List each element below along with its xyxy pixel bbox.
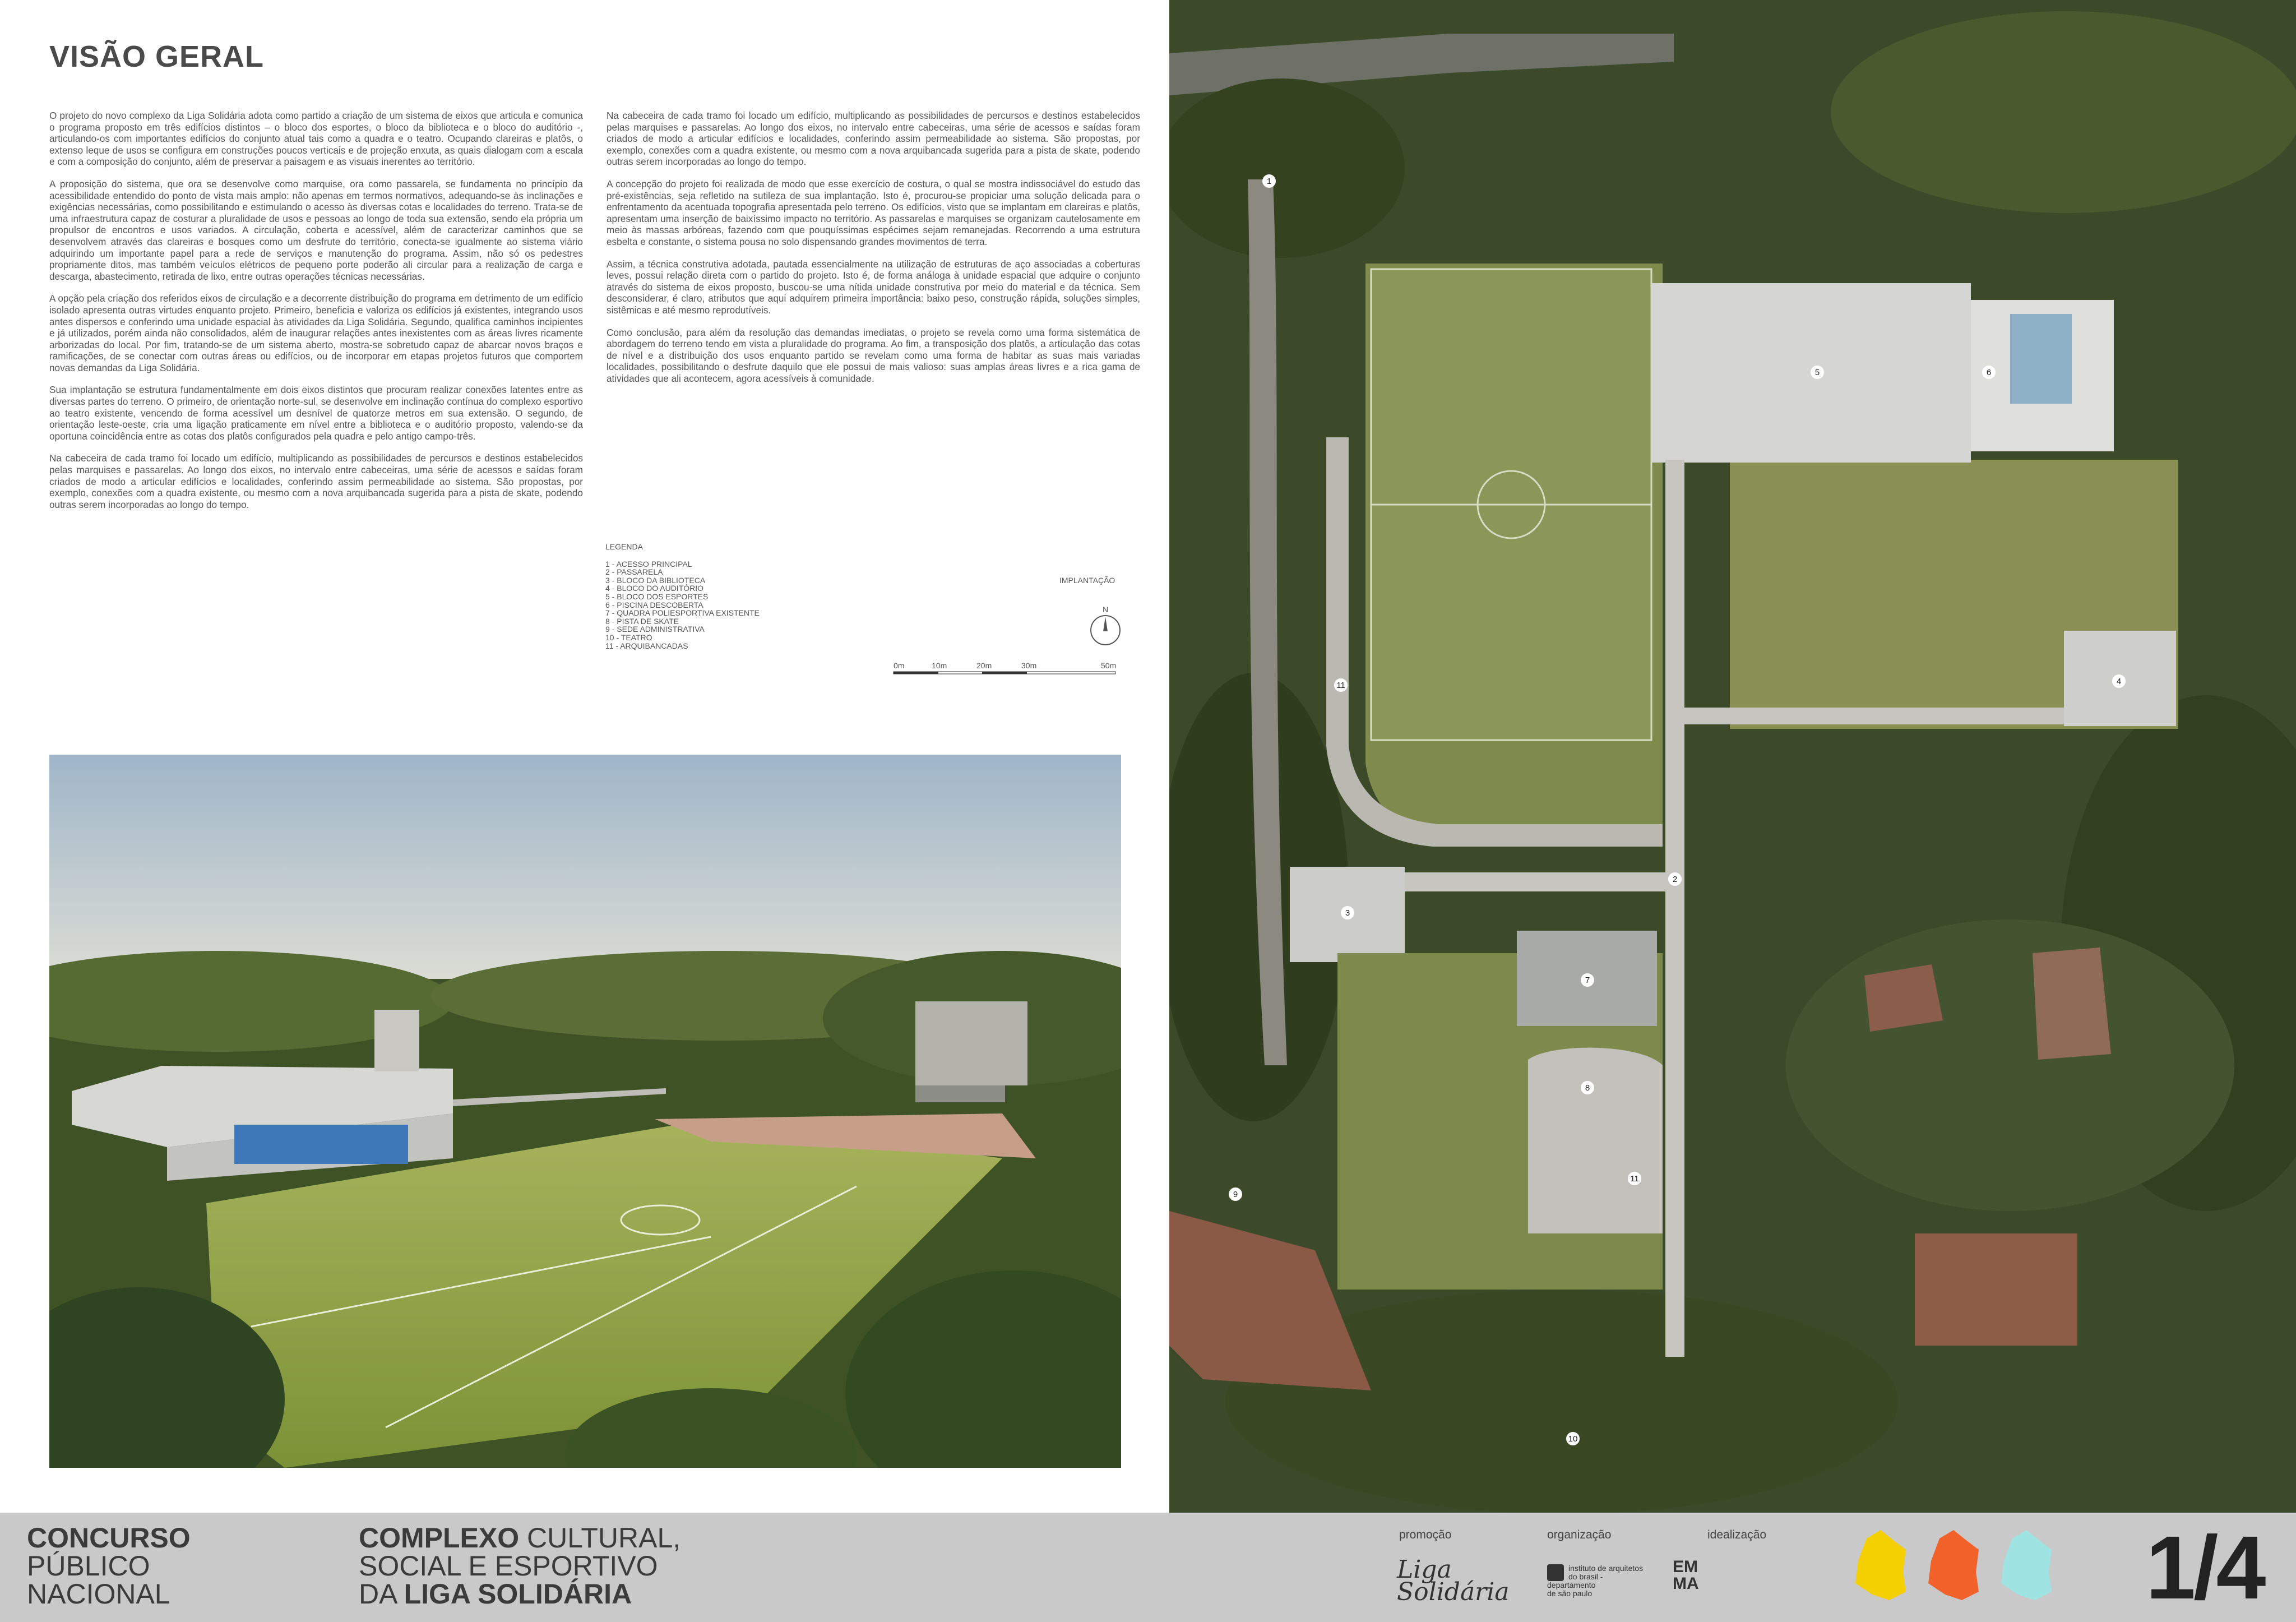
implantacao-label: IMPLANTAÇÃO [1059, 576, 1115, 585]
north-label: N [1102, 605, 1109, 614]
paragraph: Assim, a técnica construtiva adotada, pautada essencialmente na utilização de estruturas de aço associadas a coberturas leves, possui relação direta com o partido do projeto. Isto é, de forma análoga à unidade espacial que adquire o conjunto através do sistema de eixos proposto, buscou-se uma nítida unidade construtiva por meio do material e da técnica. Sem desconsiderar, é claro, atributos que aqui adquirem primeira importância: baixo peso, construção rápida, soluções simples, sistêmicas e até mesmo reprodutíveis. [607, 258, 1140, 316]
idealizacao-label: idealização [1707, 1528, 1767, 1541]
paragraph: A concepção do projeto foi realizada de modo que esse exercício de costura, o qual se mostra indissociável do estudo das pré-existências, seja refletido na sutileza de sua implantação. Isto é, procurou-se propiciar uma solução delicada para o enfrentamento da acentuada topografia apresentada pelo terreno. Os edifícios, visto que se implantam em clareiras e platôs, apresentam uma inserção de baixíssimo impacto no território. As passarelas e marquises se organizam cautelosamente em meio às massas arbóreas, fazendo com que pouquíssimas espécimes sejam remanejadas. Recorrendo a uma estrutura esbelta e constante, o sistema pousa no solo dispensando grandes movimentos de terra. [607, 178, 1140, 247]
legend-item: 2 - PASSARELA [605, 567, 663, 577]
concurso-line-1: CONCURSO [27, 1522, 191, 1554]
emma-line-1: EM [1673, 1558, 1698, 1576]
scale-label: 10m [932, 661, 947, 670]
title-bold-3: LIGA SOLIDÁRIA [404, 1578, 632, 1610]
north-arrow-icon [1087, 604, 1123, 648]
legend [605, 543, 760, 650]
paragraph: Na cabeceira de cada tramo foi locado um edifício, multiplicando as possibilidades de percursos e destinos estabelecidos pelas marquises e passarelas. Ao longo dos eixos, no intervalo entre cabeceiras, uma série de acessos e saídas foram criados de modo a articular edifícios e localidades, conferindo assim permeabilidade ao sistema. São propostas, por exemplo, conexões com a quadra existente, ou mesmo com a nova arquibancada sugerida para a pista de skate, podendo outras serem incorporadas ao longo do tempo. [607, 110, 1140, 168]
concurso-label [27, 1524, 191, 1608]
legend-item: 1 - ACESSO PRINCIPAL [605, 559, 692, 569]
left-panel [0, 0, 1169, 1513]
paragraph: Como conclusão, para além da resolução das demandas imediatas, o projeto se revela como uma forma sistemática de abordagem do terreno tendo em vista a pluralidade do programa. Ao fim, a transposição dos platôs, a articulação das cotas de nível e a distribuição dos usos enquanto partido se revelam como uma forma de habitar as suas mais variadas localidades, possibilitando o desfrute daquilo que ele possui de mais valioso: suas amplas áreas livres e a rica gama de atividades que ali acontecem, agora acessíveis à comunidade. [607, 326, 1140, 384]
legend-item: 7 - QUADRA POLIESPORTIVA EXISTENTE [605, 608, 760, 618]
legend-item: 10 - TEATRO [605, 632, 652, 642]
iab-line-3: de são paulo [1547, 1589, 1593, 1598]
plan-number: 10 [1568, 1434, 1578, 1444]
orange-shape-icon [1928, 1530, 1979, 1600]
paragraph: Na cabeceira de cada tramo foi locado um edifício, multiplicando as possibilidades de percursos e destinos estabelecidos pelas marquises e passarelas. Ao longo dos eixos, no intervalo entre cabeceiras, uma série de acessos e saídas foram criados de modo a articular edifícios e localidades, conferindo assim permeabilidade ao sistema. São propostas, por exemplo, conexões com a quadra existente, ou mesmo com a nova arquibancada sugerida para a pista de skate, podendo outras serem incorporadas ao longo do tempo. [49, 452, 583, 510]
title-rest-1: CULTURAL, [519, 1522, 681, 1554]
plan-number: 11 [1336, 681, 1345, 690]
emma-logo [1673, 1559, 1699, 1592]
legend-item: 3 - BLOCO DA BIBLIOTECA [605, 575, 706, 585]
cyan-shape-icon [2001, 1530, 2052, 1600]
plan-number: 2 [1672, 875, 1678, 884]
title-da: DA [359, 1578, 404, 1610]
text-column-1 [49, 110, 583, 521]
plan-number: 3 [1345, 908, 1350, 918]
liga-logo-line-2: Solidária [1397, 1578, 1510, 1606]
iab-line-1: instituto de arquitetos [1568, 1564, 1644, 1573]
paragraph: A proposição do sistema, que ora se desenvolve como marquise, ora como passarela, se fundamenta no princípio da acessibilidade entendido do ponto de vista mais amplo: não apenas em termos normativos, adequando-se às inclinações e exigências necessárias, como possibilitando e estimulando o acesso às diversas cotas e localidades do terreno. Trata-se de uma infraestrutura capaz de costurar a pluralidade de usos e pessoas ao longo de toda sua extensão, sendo ela própria um propulsor de encontros e usos variados. A circulação, coberta e acessível, além de caracterizar caminhos que se desenvolvem através das clareiras e bosques como um desfrute do território, conecta-se igualmente ao sistema viário adquirindo um importante papel para a rede de serviços e manutenção do programa. Assim, não só os pedestres propriamente ditos, mas também veículos elétricos de pequeno porte poderão ali circular para a realização de carga e descarga, abastecimento, retirada de lixo, entre outras operações técnicas necessárias. [49, 178, 583, 282]
yellow-shape-icon [1855, 1530, 1906, 1600]
legend-item: 11 - ARQUIBANCADAS [605, 641, 688, 650]
legend-item: 5 - BLOCO DOS ESPORTES [605, 592, 709, 601]
legend-item: 9 - SEDE ADMINISTRATIVA [605, 625, 705, 634]
plan-number: 1 [1266, 177, 1272, 186]
organizacao-label: organização [1547, 1528, 1612, 1541]
project-title [359, 1524, 681, 1608]
title-line-2: SOCIAL E ESPORTIVO [359, 1550, 658, 1582]
iab-line-2: do brasil - departamento [1547, 1572, 1603, 1589]
legend-item: 6 - PISCINA DESCOBERTA [605, 600, 703, 609]
legend-item: 8 - PISTA DE SKATE [605, 616, 679, 626]
plan-number: 5 [1814, 368, 1820, 377]
iab-logo [1547, 1564, 1643, 1598]
perspective-render [49, 755, 1121, 1468]
legend-item: 4 - BLOCO DO AUDITÓRIO [605, 584, 704, 593]
promocao-label: promoção [1399, 1528, 1452, 1541]
page-number: 1/4 [2146, 1517, 2264, 1618]
plan-number: 9 [1233, 1190, 1238, 1199]
legend-title: LEGENDA [605, 542, 643, 551]
iab-mark-icon [1547, 1564, 1564, 1581]
page-title: VISÃO GERAL [49, 40, 265, 73]
text-column-2 [607, 110, 1140, 395]
liga-solidaria-logo [1397, 1555, 1510, 1606]
plan-number: 8 [1585, 1083, 1590, 1093]
plan-number: 6 [1986, 368, 1992, 377]
scale-label: 0m [894, 661, 905, 670]
paragraph: O projeto do novo complexo da Liga Solidária adota como partido a criação de um sistema de eixos que articula e comunica o programa proposto em três edifícios distintos – o bloco dos esportes, o bloco da biblioteca e o bloco do auditório -, articulando-os com importantes edifícios do conjunto atual tais como a quadra e o teatro. Ocupando clareiras e platôs, o extenso leque de usos se configura em construções poucos verticais e de projeção enxuta, as quais dialogam com a escala e com a composição do conjunto, além de preservar a paisagem e as visuais inerentes ao território. [49, 110, 583, 168]
aerial-site-plan [1169, 0, 2296, 1513]
plan-number: 7 [1585, 976, 1590, 985]
scale-label: 50m [1101, 661, 1117, 670]
liga-logo-line-1: Liga [1397, 1555, 1452, 1584]
site-shape-logos [1850, 1527, 2063, 1606]
scale-label: 30m [1021, 661, 1037, 670]
plan-number: 4 [2116, 677, 2122, 686]
paragraph: A opção pela criação dos referidos eixos de circulação e a decorrente distribuição do programa em detrimento de um edifício isolado apresenta outras virtudes enquanto projeto. Primeiro, beneficia e valoriza os edifícios já existentes, integrando usos antes dispersos e conferindo uma unidade espacial às atividades da Liga Solidária. Segundo, qualifica caminhos incipientes e já utilizados, porém ainda não consolidados, além de inaugurar relações antes inexistentes com as áreas livres ricamente arborizadas do local. Por fim, tratando-se de um sistema aberto, mostra-se sobretudo capaz de abarcar novos braços e ramificações, de se conectar com outras áreas ou edifícios, ou de incorporar em etapas projetos futuros que comportem novas demandas da Liga Solidária. [49, 293, 583, 373]
concurso-line-2: PÚBLICO [27, 1550, 150, 1582]
plan-number: 11 [1630, 1174, 1639, 1184]
title-bold-1: COMPLEXO [359, 1522, 520, 1554]
concurso-line-3: NACIONAL [27, 1578, 170, 1610]
scale-label: 20m [976, 661, 992, 670]
paragraph: Sua implantação se estrutura fundamentalmente em dois eixos distintos que procuram realizar conexões latentes entre as diversas partes do terreno. O primeiro, de orientação norte-sul, se desenvolve em inclinação contínua do complexo esportivo ao teatro existente, vencendo de forma acessível um desnível de quatorze metros em sua extensão. O segundo, de orientação leste-oeste, cria uma ligação praticamente em nível entre a biblioteca e o auditório proposto, valendo-se da oportuna coincidência entre as cotas dos platôs configurados pela quadra e pelo antigo campo-três. [49, 384, 583, 442]
scale-bar [892, 656, 1121, 678]
emma-line-2: MA [1673, 1574, 1699, 1593]
